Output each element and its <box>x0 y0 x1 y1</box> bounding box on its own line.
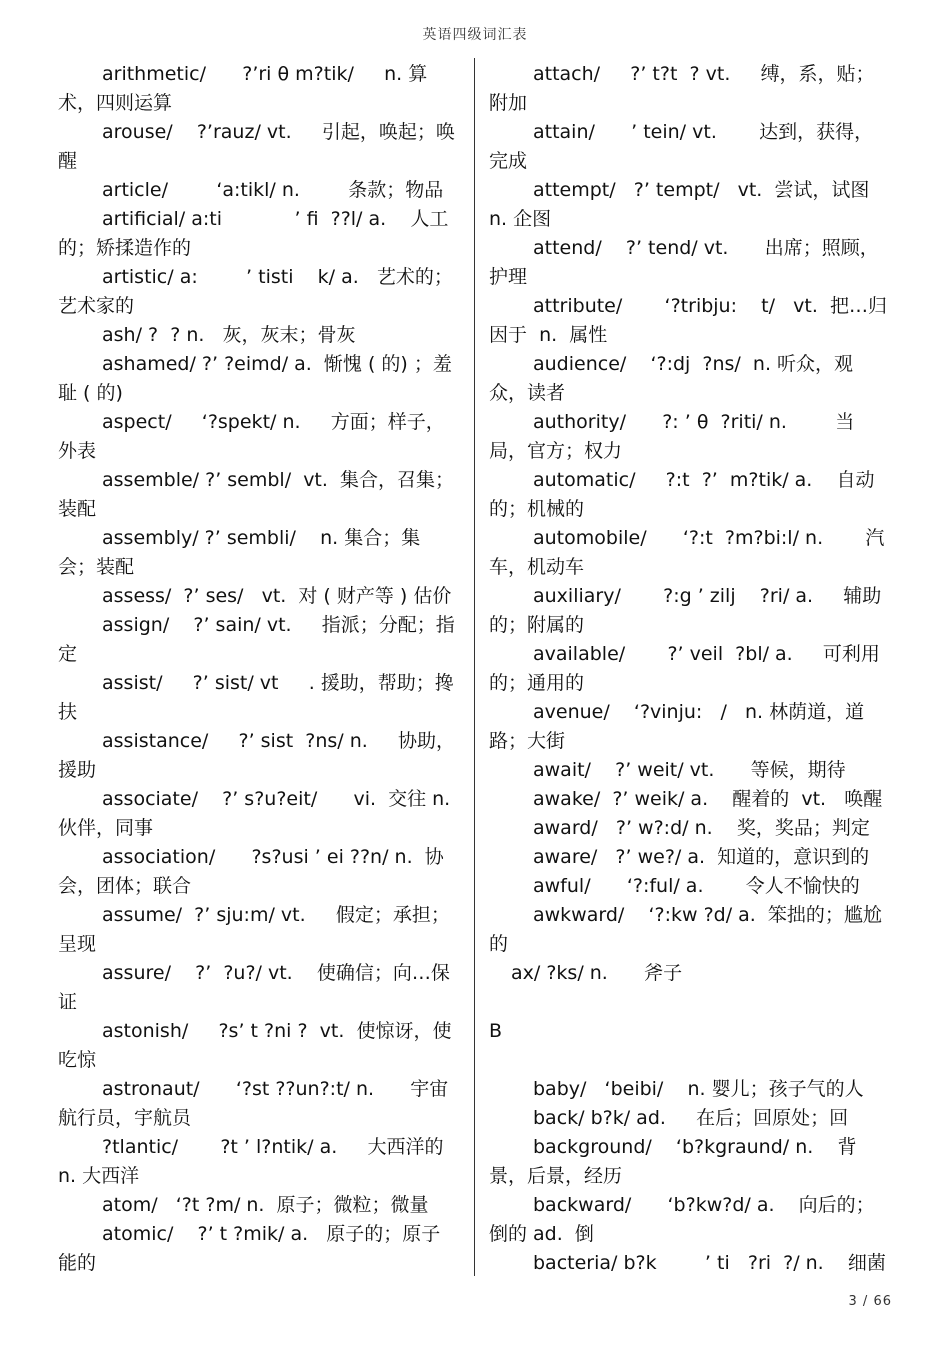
left-column <box>58 60 458 1278</box>
vocab-entry: arithmetic/ ?’ri θ m?tik/ n. 算术，四则运算 <box>58 63 428 114</box>
vocab-entry: attach/ ?’ t?t ? vt. 缚，系，贴；附加 <box>489 63 875 114</box>
vocab-entry: aspect/ ‘?spekt/ n. 方面；样子，外表 <box>58 411 445 462</box>
vocab-entry: attribute/ ‘?tribju: t/ vt. 把…归因于 n. 属性 <box>489 295 887 346</box>
vocab-entry: attempt/ ?’ tempt/ vt. 尝试，试图 n. 企图 <box>489 179 876 230</box>
vocab-entry: ashamed/ ?’ ?eimd/ a. 惭愧 ( 的) ；羞耻 ( 的) <box>58 353 452 404</box>
vocab-entry: assure/ ?’ ?u?/ vt. 使确信；向…保证 <box>58 962 450 1013</box>
vocab-entry: aware/ ?’ we?/ a. 知道的，意识到的 <box>533 846 870 868</box>
vocab-entry: award/ ?’ w?:d/ n. 奖，奖品；判定 <box>533 817 870 839</box>
page-separator: / <box>862 1294 869 1309</box>
vocab-entry: association/ ?s?usi ’ ei ??n/ n. 协会，团体；联合 <box>58 846 444 897</box>
vocab-entry: audience/ ‘?:dj ?ns/ n. 听众，观众，读者 <box>489 353 854 404</box>
vocab-entry: associate/ ?’ s?u?eit/ vi. 交往 n. 伙伴，同事 <box>58 788 457 839</box>
page-current: 3 <box>848 1294 858 1309</box>
vocab-entry: ash/ ? ? n. 灰，灰末；骨灰 <box>102 324 356 346</box>
blank-line <box>489 1046 889 1075</box>
vocab-entry: ax/ ?ks/ n. 斧子 <box>511 962 683 984</box>
vocab-entry: bacteria/ b?k ’ ti ?ri ?/ n. 细菌 <box>533 1252 886 1274</box>
vocab-entry: authority/ ?: ’ θ ?riti/ n. 当局，官方；权力 <box>489 411 855 462</box>
vocab-entry: ?tlantic/ ?t ’ l?ntik/ a. 大西洋的 n. 大西洋 <box>58 1136 450 1187</box>
vocab-entry: assistance/ ?’ sist ?ns/ n. 协助，援助 <box>58 730 456 781</box>
vocab-entry: await/ ?’ weit/ vt. 等候，期待 <box>533 759 846 781</box>
vocab-entry: awful/ ‘?:ful/ a. 令人不愉快的 <box>533 875 860 897</box>
vocab-entry: auxiliary/ ?:g ’ zilj ?ri/ a. 辅助的；附属的 <box>489 585 882 636</box>
vocab-entry: avenue/ ‘?vinju: / n. 林荫道，道路；大街 <box>489 701 865 752</box>
vocab-entry: atomic/ ?’ t ?mik/ a. 原子的；原子能的 <box>58 1223 441 1274</box>
vocab-entry: assembly/ ?’ sembli/ n. 集合；集会；装配 <box>58 527 421 578</box>
vocab-entry: artificial/ a:ti ’ fi ??l/ a. 人工的；矫揉造作的 <box>58 208 449 259</box>
vocab-entry: automobile/ ‘?:t ?m?bi:l/ n. 汽车，机动车 <box>489 527 885 578</box>
vocab-entry: assemble/ ?’ sembl/ vt. 集合，召集；装配 <box>58 469 455 520</box>
vocab-entry: available/ ?’ veil ?bl/ a. 可利用的；通用的 <box>489 643 880 694</box>
column-divider <box>474 58 475 1276</box>
vocab-entry: assign/ ?’ sain/ vt. 指派；分配；指定 <box>58 614 455 665</box>
vocab-entry: astronaut/ ‘?st ??un?:t/ n. 宇宙航行员，宇航员 <box>58 1078 449 1129</box>
vocab-entry: assess/ ?’ ses/ vt. 对 ( 财产等 ) 估价 <box>102 585 452 607</box>
vocab-entry: arouse/ ?’rauz/ vt. 引起，唤起；唤醒 <box>58 121 455 172</box>
vocab-entry: assist/ ?’ sist/ vt . 援助，帮助；搀扶 <box>58 672 454 723</box>
vocab-entry: attain/ ’ tein/ vt. 达到，获得，完成 <box>489 121 874 172</box>
vocab-entry: artistic/ a: ’ tisti k/ a. 艺术的；艺术家的 <box>58 266 453 317</box>
vocab-entry: background/ ‘b?kgraund/ n. 背景，后景，经历 <box>489 1136 857 1187</box>
page-header: 英语四级词汇表 <box>422 27 528 43</box>
vocab-entry: atom/ ‘?t ?m/ n. 原子；微粒；微量 <box>102 1194 429 1216</box>
vocab-entry: attend/ ?’ tend/ vt. 出席；照顾，护理 <box>489 237 879 288</box>
right-column <box>489 60 889 1278</box>
vocab-entry: awkward/ ‘?:kw ?d/ a. 笨拙的；尴尬的 <box>489 904 882 955</box>
vocab-entry: awake/ ?’ weik/ a. 醒着的 vt. 唤醒 <box>533 788 883 810</box>
vocab-entry: astonish/ ?s’ t ?ni ? vt. 使惊讶，使吃惊 <box>58 1020 452 1071</box>
vocab-entry: backward/ ‘b?kw?d/ a. 向后的；倒的 ad. 倒 <box>489 1194 875 1245</box>
vocab-entry: automatic/ ?:t ?’ m?tik/ a. 自动的；机械的 <box>489 469 875 520</box>
vocab-entry: article/ ‘a:tikl/ n. 条款；物品 <box>102 179 444 201</box>
blank-line <box>489 988 889 1017</box>
vocab-entry: baby/ ‘beibi/ n. 婴儿；孩子气的人 <box>533 1078 864 1100</box>
page-total: 66 <box>873 1294 892 1309</box>
section-letter-heading: B <box>489 1020 503 1042</box>
vocab-entry: assume/ ?’ sju:m/ vt. 假定；承担；呈现 <box>58 904 450 955</box>
vocab-entry: back/ b?k/ ad. 在后；回原处；回 <box>533 1107 849 1129</box>
page-number <box>849 1294 893 1309</box>
